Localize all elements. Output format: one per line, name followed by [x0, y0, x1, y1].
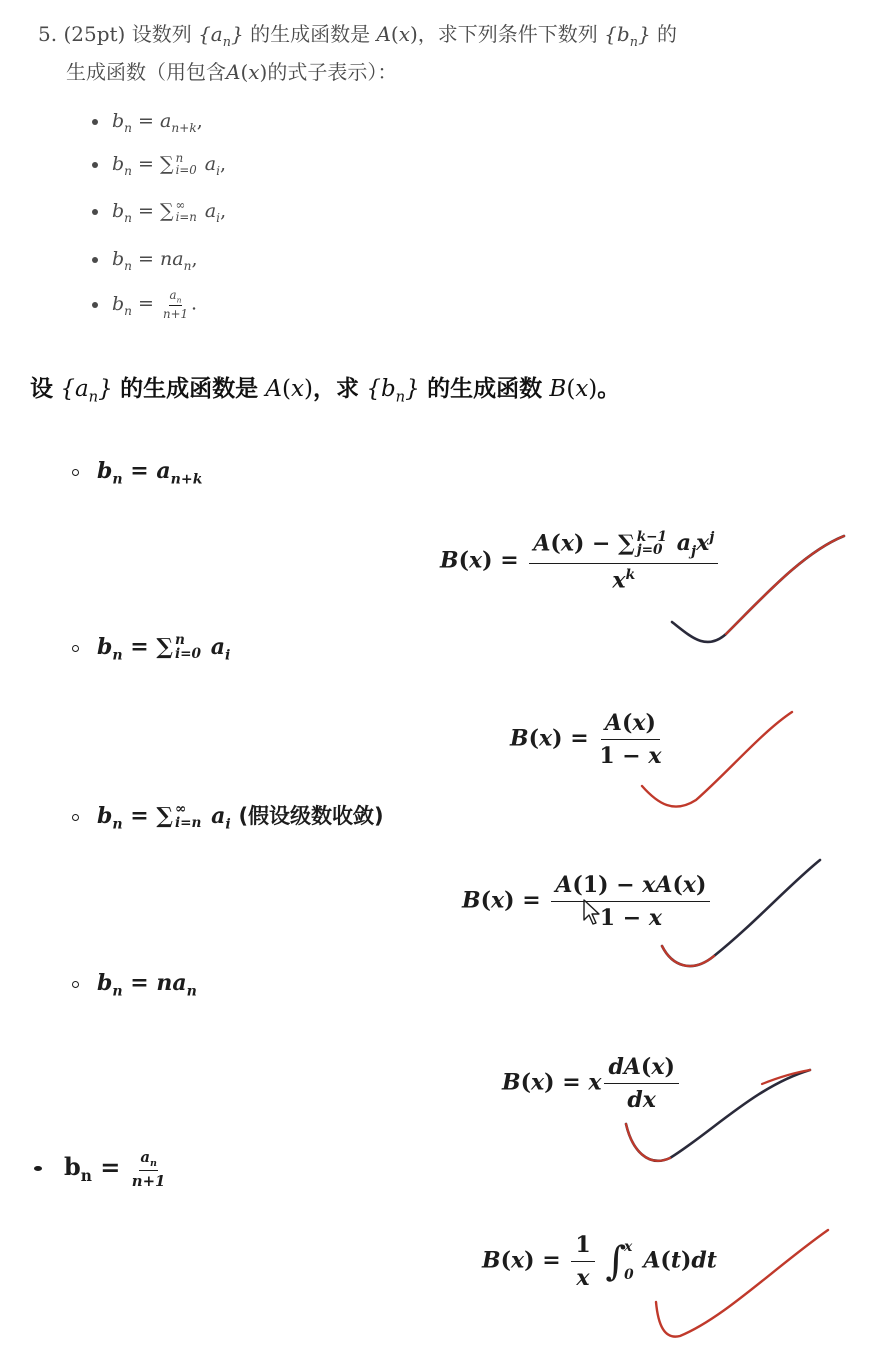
answer-2-result: B(x) = $\frac{A(x)}{1 - x}$ — [510, 710, 662, 769]
answer-1-result: B(x) = A(x) − ∑ k−1 j=0 $a_jx^j$ $x^k$ — [440, 530, 721, 593]
answer-3-result: B(x) = $\frac{A(1) - xA(x)}{1 - x}$ — [462, 872, 713, 931]
answer-intro: 设 $\{a_n\}$ 的生成函数是 A(x)，求 $\{b_n\}$ 的生成函数 B(x)。 — [30, 376, 621, 406]
problem-line-1: 5. (25pt) 设数列 $\{a_n\}$ 的生成函数是 A(x)，求下列条件下数列 $\{b_n\}$ 的 — [38, 22, 678, 50]
problem-item-5: $b_n$ = $\frac{a_n}{n+1}$ . — [92, 288, 197, 321]
problem-item-2: $b_n$ = ∑ n i=0 $a_i$, — [92, 153, 226, 178]
problem-line-2: 生成函数（用包含A(x)的式子表示）： — [66, 60, 398, 84]
problem-item-4: $b_n = na_n$, — [92, 248, 197, 273]
red-check-mark — [658, 856, 828, 976]
answer-3-condition: $b_n$ = ∑ ∞ i=n $a_i$ (假设级数收敛) — [72, 800, 384, 832]
answer-2-condition: $b_n$ = ∑ n i=0 $a_i$ — [72, 634, 230, 663]
answer-4-condition: $b_n = na_n$ — [72, 970, 197, 999]
mouse-cursor-icon — [582, 898, 602, 928]
red-check-mark — [668, 530, 848, 650]
problem-number: 5. — [38, 22, 58, 46]
problem-points: (25pt) — [63, 22, 126, 46]
answer-4-result: B(x) = x $\frac{dA(x)}{dx}$ — [502, 1054, 682, 1113]
answer-5-result: B(x) = $\frac{1}{x}$ ∫ x 0 A(t)dt — [482, 1232, 717, 1291]
red-check-mark — [650, 1226, 840, 1346]
problem-item-3: $b_n$ = ∑ ∞ i=n $a_i$, — [92, 200, 226, 225]
red-check-mark — [622, 1064, 822, 1174]
answer-5-condition: $b_n$ = $\frac{a_n}{n+1}$ — [34, 1148, 168, 1190]
problem-item-1: $b_n = a_{n+k}$, — [92, 110, 203, 135]
answer-1-condition: $b_n = a_{n+k}$ — [72, 458, 202, 487]
red-check-mark — [638, 708, 798, 818]
